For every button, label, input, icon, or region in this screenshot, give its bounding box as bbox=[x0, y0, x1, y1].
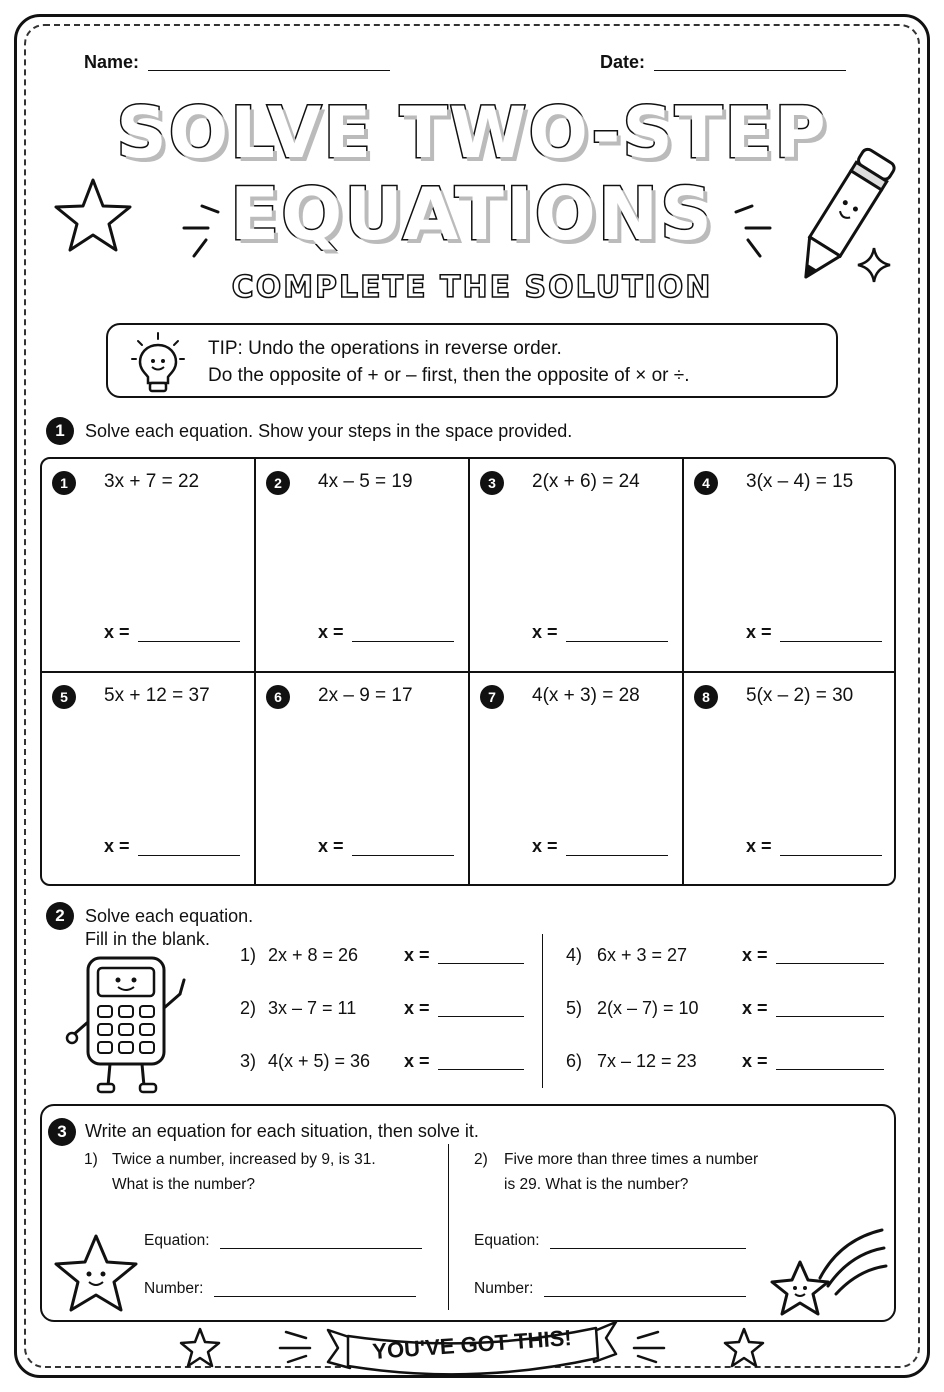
s3-problem-line-2: What is the number? bbox=[112, 1176, 256, 1193]
answer-label: x = bbox=[104, 622, 130, 642]
s2-answer-label: x = bbox=[404, 945, 430, 965]
section-1-badge: 1 bbox=[46, 417, 74, 445]
lightbulb-icon bbox=[130, 331, 186, 395]
s3-number-label: Number: bbox=[144, 1280, 204, 1297]
s2-equation: 6x + 3 = 27 bbox=[597, 945, 688, 965]
s2-problem-number: 4) bbox=[566, 945, 583, 965]
problem-cell bbox=[256, 459, 468, 671]
answer-blank[interactable] bbox=[780, 641, 882, 642]
calculator-mascot-icon bbox=[62, 954, 198, 1096]
smiling-star-icon bbox=[50, 1230, 142, 1318]
problem-cell bbox=[684, 673, 896, 885]
section-3-instruction: Write an equation for each situation, then solve it. bbox=[85, 1121, 479, 1141]
problem-cell bbox=[42, 673, 254, 885]
answer-blank[interactable] bbox=[566, 855, 668, 856]
answer-label: x = bbox=[532, 836, 558, 856]
problem-number-badge: 8 bbox=[694, 685, 718, 709]
equation: 3(x – 4) = 15 bbox=[746, 471, 854, 492]
problem-number-badge: 3 bbox=[480, 471, 504, 495]
s2-problem-number: 5) bbox=[566, 998, 583, 1018]
s2-answer-blank[interactable] bbox=[438, 1016, 524, 1017]
s2-answer-blank[interactable] bbox=[438, 1069, 524, 1070]
equation: 5x + 12 = 37 bbox=[104, 685, 210, 706]
footer-star-right-icon bbox=[722, 1326, 766, 1370]
answer-label: x = bbox=[746, 622, 772, 642]
s3-number-blank[interactable] bbox=[544, 1296, 746, 1297]
answer-blank[interactable] bbox=[352, 641, 454, 642]
section-2-instruction-2: Fill in the blank. bbox=[85, 929, 211, 949]
section-2-instruction-1: Solve each equation. bbox=[85, 906, 254, 926]
answer-blank[interactable] bbox=[780, 855, 882, 856]
s2-answer-label: x = bbox=[404, 1051, 430, 1071]
title-line-2: EQUATIONS bbox=[230, 172, 714, 256]
footer-dash-right-icon bbox=[616, 1326, 668, 1366]
s3-number-label: Number: bbox=[474, 1280, 534, 1297]
problem-number-badge: 4 bbox=[694, 471, 718, 495]
answer-label: x = bbox=[104, 836, 130, 856]
s2-answer-blank[interactable] bbox=[438, 963, 524, 964]
sparkle-lines-right-icon bbox=[724, 196, 774, 266]
s2-answer-label: x = bbox=[404, 998, 430, 1018]
equation: 5(x – 2) = 30 bbox=[746, 685, 854, 706]
section-3-box bbox=[40, 1104, 896, 1322]
footer-banner-text: YOU'VE GOT THIS! bbox=[371, 1325, 573, 1364]
section-2-badge: 2 bbox=[46, 902, 74, 930]
answer-label: x = bbox=[318, 622, 344, 642]
problem-cell bbox=[684, 459, 896, 671]
shooting-star-icon bbox=[770, 1220, 890, 1320]
s3-equation-label: Equation: bbox=[144, 1232, 210, 1249]
subtitle: COMPLETE THE SOLUTION bbox=[231, 270, 713, 305]
problem-cell bbox=[470, 459, 682, 671]
s2-problem-number: 2) bbox=[240, 998, 257, 1018]
s2-equation: 7x – 12 = 23 bbox=[597, 1051, 697, 1071]
equation: 2(x + 6) = 24 bbox=[532, 471, 640, 492]
s3-equation-blank[interactable] bbox=[550, 1248, 746, 1249]
s2-equation: 4(x + 5) = 36 bbox=[268, 1051, 371, 1071]
star-icon bbox=[52, 176, 134, 254]
tip-box bbox=[106, 323, 838, 398]
s3-problem-number: 1) bbox=[84, 1151, 98, 1168]
name-input-line[interactable] bbox=[148, 70, 390, 71]
s2-equation: 2(x – 7) = 10 bbox=[597, 998, 699, 1018]
answer-blank[interactable] bbox=[138, 855, 240, 856]
answer-label: x = bbox=[532, 622, 558, 642]
s2-equation: 2x + 8 = 26 bbox=[268, 945, 359, 965]
s3-problem-line-1: Twice a number, increased by 9, is 31. bbox=[112, 1151, 376, 1168]
sparkle-lines-left-icon bbox=[180, 196, 230, 266]
footer-star-left-icon bbox=[178, 1326, 222, 1370]
s2-answer-label: x = bbox=[742, 1051, 768, 1071]
section-1-instruction: Solve each equation. Show your steps in the space provided. bbox=[85, 421, 573, 441]
s3-equation-label: Equation: bbox=[474, 1232, 540, 1249]
problem-number-badge: 1 bbox=[52, 471, 76, 495]
date-input-line[interactable] bbox=[654, 70, 846, 71]
s2-answer-blank[interactable] bbox=[776, 963, 884, 964]
s2-answer-label: x = bbox=[742, 998, 768, 1018]
section-2-divider bbox=[542, 934, 543, 1088]
answer-blank[interactable] bbox=[138, 641, 240, 642]
section-3-divider bbox=[448, 1144, 449, 1310]
problem-number-badge: 6 bbox=[266, 685, 290, 709]
s3-problem-line-1: Five more than three times a number bbox=[504, 1151, 759, 1168]
footer-dash-left-icon bbox=[276, 1326, 328, 1366]
s2-problem-number: 1) bbox=[240, 945, 257, 965]
equation: 4(x + 3) = 28 bbox=[532, 685, 640, 706]
title-line-1: SOLVE TWO-STEP bbox=[116, 92, 828, 174]
answer-blank[interactable] bbox=[352, 855, 454, 856]
section-3-badge: 3 bbox=[48, 1118, 76, 1146]
s2-problem-number: 6) bbox=[566, 1051, 583, 1071]
equation: 3x + 7 = 22 bbox=[104, 471, 200, 492]
problem-cell bbox=[470, 673, 682, 885]
s2-problem-number: 3) bbox=[240, 1051, 257, 1071]
tip-line-1: TIP: Undo the operations in reverse order. bbox=[208, 338, 562, 359]
s2-answer-label: x = bbox=[742, 945, 768, 965]
date-label: Date: bbox=[600, 52, 646, 72]
problem-number-badge: 5 bbox=[52, 685, 76, 709]
s3-problem-number: 2) bbox=[474, 1151, 488, 1168]
answer-label: x = bbox=[318, 836, 344, 856]
problem-cell bbox=[256, 673, 468, 885]
name-label: Name: bbox=[84, 52, 140, 72]
problem-number-badge: 2 bbox=[266, 471, 290, 495]
tip-line-2: Do the opposite of + or – first, then the opposite of × or ÷. bbox=[208, 365, 690, 386]
problem-number-badge: 7 bbox=[480, 685, 504, 709]
s3-equation-blank[interactable] bbox=[220, 1248, 422, 1249]
s3-number-blank[interactable] bbox=[214, 1296, 416, 1297]
problem-cell bbox=[42, 459, 254, 671]
equation: 2x – 9 = 17 bbox=[318, 685, 413, 706]
answer-blank[interactable] bbox=[566, 641, 668, 642]
s2-answer-blank[interactable] bbox=[776, 1016, 884, 1017]
s2-answer-blank[interactable] bbox=[776, 1069, 884, 1070]
sparkle-icon bbox=[856, 246, 892, 284]
section-1-grid bbox=[40, 457, 896, 886]
equation: 4x – 5 = 19 bbox=[318, 471, 413, 492]
s3-problem-line-2: is 29. What is the number? bbox=[504, 1176, 689, 1193]
s2-equation: 3x – 7 = 11 bbox=[268, 998, 357, 1018]
answer-label: x = bbox=[746, 836, 772, 856]
